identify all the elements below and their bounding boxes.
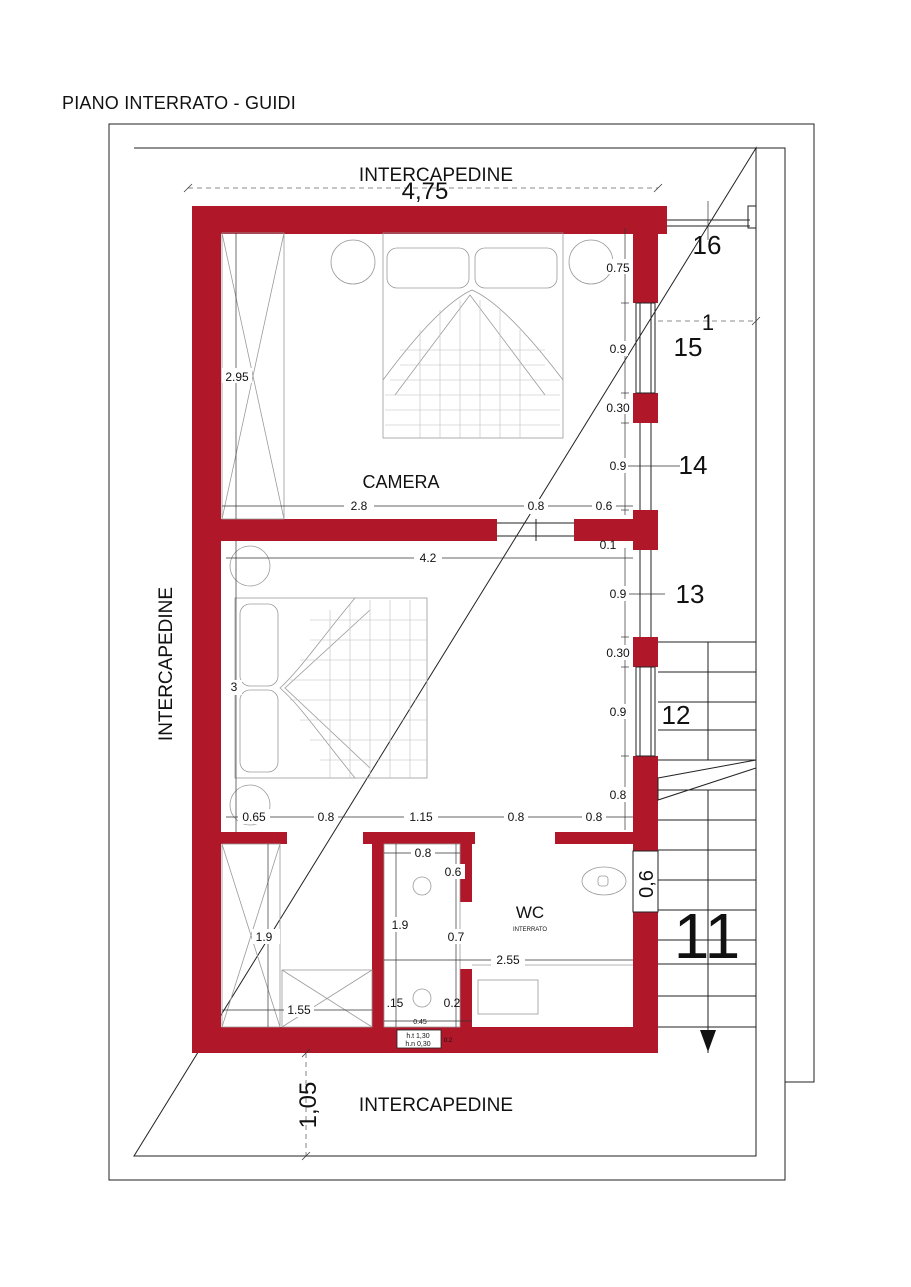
room-label-wc-sub: INTERRATO xyxy=(512,927,548,933)
dim-08-b2: 0.8 xyxy=(507,810,525,824)
dim-3: 3 xyxy=(230,680,238,694)
dim-08-door: 0.8 xyxy=(527,499,545,513)
step-number-13: 13 xyxy=(675,579,705,609)
dim-small: 0.2 xyxy=(443,1038,453,1044)
dim-155: 1.55 xyxy=(287,1003,311,1017)
furniture xyxy=(222,233,633,1027)
dim-09-a: 0.9 xyxy=(609,342,627,356)
dim-gap-bottom: 1,05 xyxy=(295,1081,322,1129)
dim-08-right: 0.8 xyxy=(609,788,627,802)
dim-gap-right: 1 xyxy=(701,310,715,335)
step-number-11: 11 xyxy=(673,900,741,972)
dim-255: 2.55 xyxy=(496,953,520,967)
room-label-camera: CAMERA xyxy=(362,472,440,492)
dim-065: 0.65 xyxy=(242,810,266,824)
gap-label-top: INTERCAPEDINE xyxy=(358,165,514,186)
dim-045: 0.45 xyxy=(413,1019,427,1026)
dim-28: 2.8 xyxy=(350,499,368,513)
dim-030-b: 0.30 xyxy=(606,646,630,660)
step-number-15: 15 xyxy=(673,332,703,362)
dim-total-width: 4,75 xyxy=(401,178,449,205)
dim-06-a: 0.6 xyxy=(595,499,613,513)
dim-08-b3: 0.8 xyxy=(585,810,603,824)
step-number-14: 14 xyxy=(678,450,708,480)
dim-hn: h.n 0,30 xyxy=(405,1041,431,1048)
dim-015: .15 xyxy=(386,996,404,1010)
gap-label-bottom: INTERCAPEDINE xyxy=(358,1095,514,1116)
dim-19-b: 1.9 xyxy=(391,918,409,932)
dim-06-side: 0,6 xyxy=(636,870,658,898)
dim-075: 0.75 xyxy=(606,261,630,275)
dim-07: 0.7 xyxy=(447,930,465,944)
dim-09-d: 0.9 xyxy=(609,705,627,719)
dim-09-b: 0.9 xyxy=(609,459,627,473)
dim-06-wc: 0.6 xyxy=(444,865,462,879)
walls xyxy=(192,206,667,1053)
dim-01: 0.1 xyxy=(599,538,617,552)
dim-ht: h.t 1,30 xyxy=(406,1033,430,1040)
dim-030-a: 0.30 xyxy=(606,401,630,415)
dim-08-wc: 0.8 xyxy=(414,846,432,860)
dim-09-c: 0.9 xyxy=(609,587,627,601)
dim-295: 2.95 xyxy=(225,370,249,384)
dim-02: 0.2 xyxy=(443,996,461,1010)
step-number-12: 12 xyxy=(661,700,691,730)
room-label-wc: WC xyxy=(515,903,545,922)
dim-19-a: 1.9 xyxy=(255,930,273,944)
dim-42: 4.2 xyxy=(419,551,437,565)
dim-08-b1: 0.8 xyxy=(317,810,335,824)
gap-label-left: INTERCAPEDINE xyxy=(156,586,177,742)
dim-115: 1.15 xyxy=(409,810,433,824)
step-number-16: 16 xyxy=(692,230,722,260)
drawing-title: PIANO INTERRATO - GUIDI xyxy=(62,93,296,113)
